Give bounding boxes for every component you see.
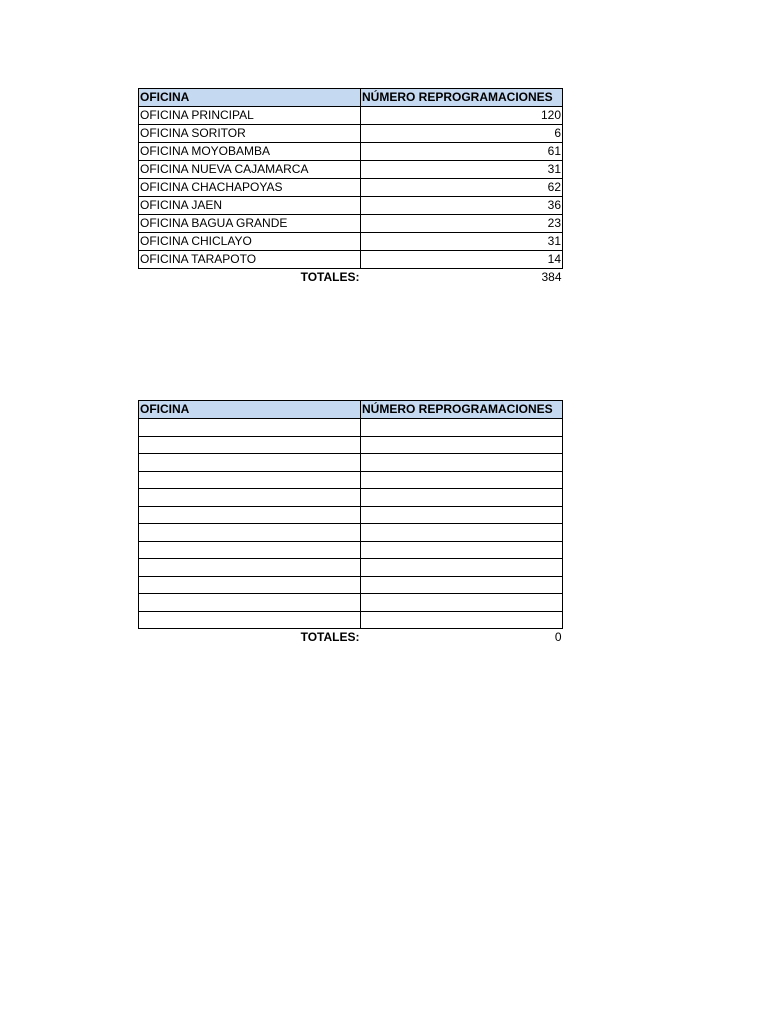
office-name-cell[interactable] [139,454,361,472]
office-name-cell[interactable]: OFICINA SORITOR [139,125,361,143]
reprogramaciones-count-cell[interactable]: 31 [361,233,563,251]
header-oficina[interactable]: OFICINA [139,401,361,419]
office-name-cell[interactable]: OFICINA BAGUA GRANDE [139,215,361,233]
reprogramaciones-count-cell[interactable] [361,419,563,437]
table-row [139,594,563,612]
table-row [139,251,563,269]
header-row [139,89,563,107]
reprogramaciones-table-1 [138,88,563,286]
table-row [139,611,563,629]
reprogramaciones-count-cell[interactable]: 61 [361,143,563,161]
totals-label: TOTALES: [300,270,360,284]
table-row [139,559,563,577]
office-name-cell[interactable] [139,541,361,559]
table-row [139,107,563,125]
reprogramaciones-count-cell[interactable] [361,576,563,594]
table-row [139,541,563,559]
table-row [139,454,563,472]
table-row [139,489,563,507]
office-name-cell[interactable]: OFICINA PRINCIPAL [139,107,361,125]
office-name-cell[interactable]: OFICINA JAEN [139,197,361,215]
reprogramaciones-count-cell[interactable]: 36 [361,197,563,215]
reprogramaciones-count-cell[interactable] [361,594,563,612]
reprogramaciones-count-cell[interactable] [361,436,563,454]
reprogramaciones-count-cell[interactable]: 120 [361,107,563,125]
reprogramaciones-count-cell[interactable]: 6 [361,125,563,143]
reprogramaciones-count-cell[interactable] [361,611,563,629]
table-row [139,506,563,524]
table-row [139,215,563,233]
office-name-cell[interactable]: OFICINA MOYOBAMBA [139,143,361,161]
totals-value[interactable]: 384 [541,270,562,284]
office-name-cell[interactable] [139,611,361,629]
reprogramaciones-table-2 [138,400,563,646]
office-name-cell[interactable]: OFICINA CHACHAPOYAS [139,179,361,197]
totals-value[interactable]: 0 [554,630,562,644]
table-row [139,436,563,454]
office-name-cell[interactable]: OFICINA CHICLAYO [139,233,361,251]
header-oficina[interactable]: OFICINA [139,89,361,107]
office-name-cell[interactable] [139,594,361,612]
office-name-cell[interactable] [139,436,361,454]
reprogramaciones-count-cell[interactable] [361,506,563,524]
reprogramaciones-count-cell[interactable]: 14 [361,251,563,269]
reprogramaciones-count-cell[interactable] [361,524,563,542]
reprogramaciones-count-cell[interactable] [361,559,563,577]
header-numero-reprogramaciones[interactable]: NÚMERO REPROGRAMACIONES [361,89,563,107]
office-name-cell[interactable] [139,524,361,542]
table-row [139,179,563,197]
header-row [139,401,563,419]
office-name-cell[interactable] [139,489,361,507]
reprogramaciones-count-cell[interactable]: 31 [361,161,563,179]
reprogramaciones-count-cell[interactable]: 23 [361,215,563,233]
office-name-cell[interactable] [139,471,361,489]
office-name-cell[interactable] [139,576,361,594]
table-row [139,471,563,489]
table-row [139,125,563,143]
reprogramaciones-count-cell[interactable] [361,454,563,472]
reprogramaciones-count-cell[interactable] [361,541,563,559]
table-row [139,197,563,215]
reprogramaciones-count-cell[interactable]: 62 [361,179,563,197]
totals-label: TOTALES: [300,630,360,644]
table-row [139,161,563,179]
office-name-cell[interactable] [139,559,361,577]
office-name-cell[interactable]: OFICINA TARAPOTO [139,251,361,269]
table-row [139,419,563,437]
reprogramaciones-count-cell[interactable] [361,471,563,489]
reprogramaciones-count-cell[interactable] [361,489,563,507]
table-row [139,576,563,594]
office-name-cell[interactable] [139,506,361,524]
office-name-cell[interactable]: OFICINA NUEVA CAJAMARCA [139,161,361,179]
table-row [139,524,563,542]
totals-row [139,629,563,647]
table-row [139,143,563,161]
totals-row [139,269,563,287]
header-numero-reprogramaciones[interactable]: NÚMERO REPROGRAMACIONES [361,401,563,419]
office-name-cell[interactable] [139,419,361,437]
table-row [139,233,563,251]
